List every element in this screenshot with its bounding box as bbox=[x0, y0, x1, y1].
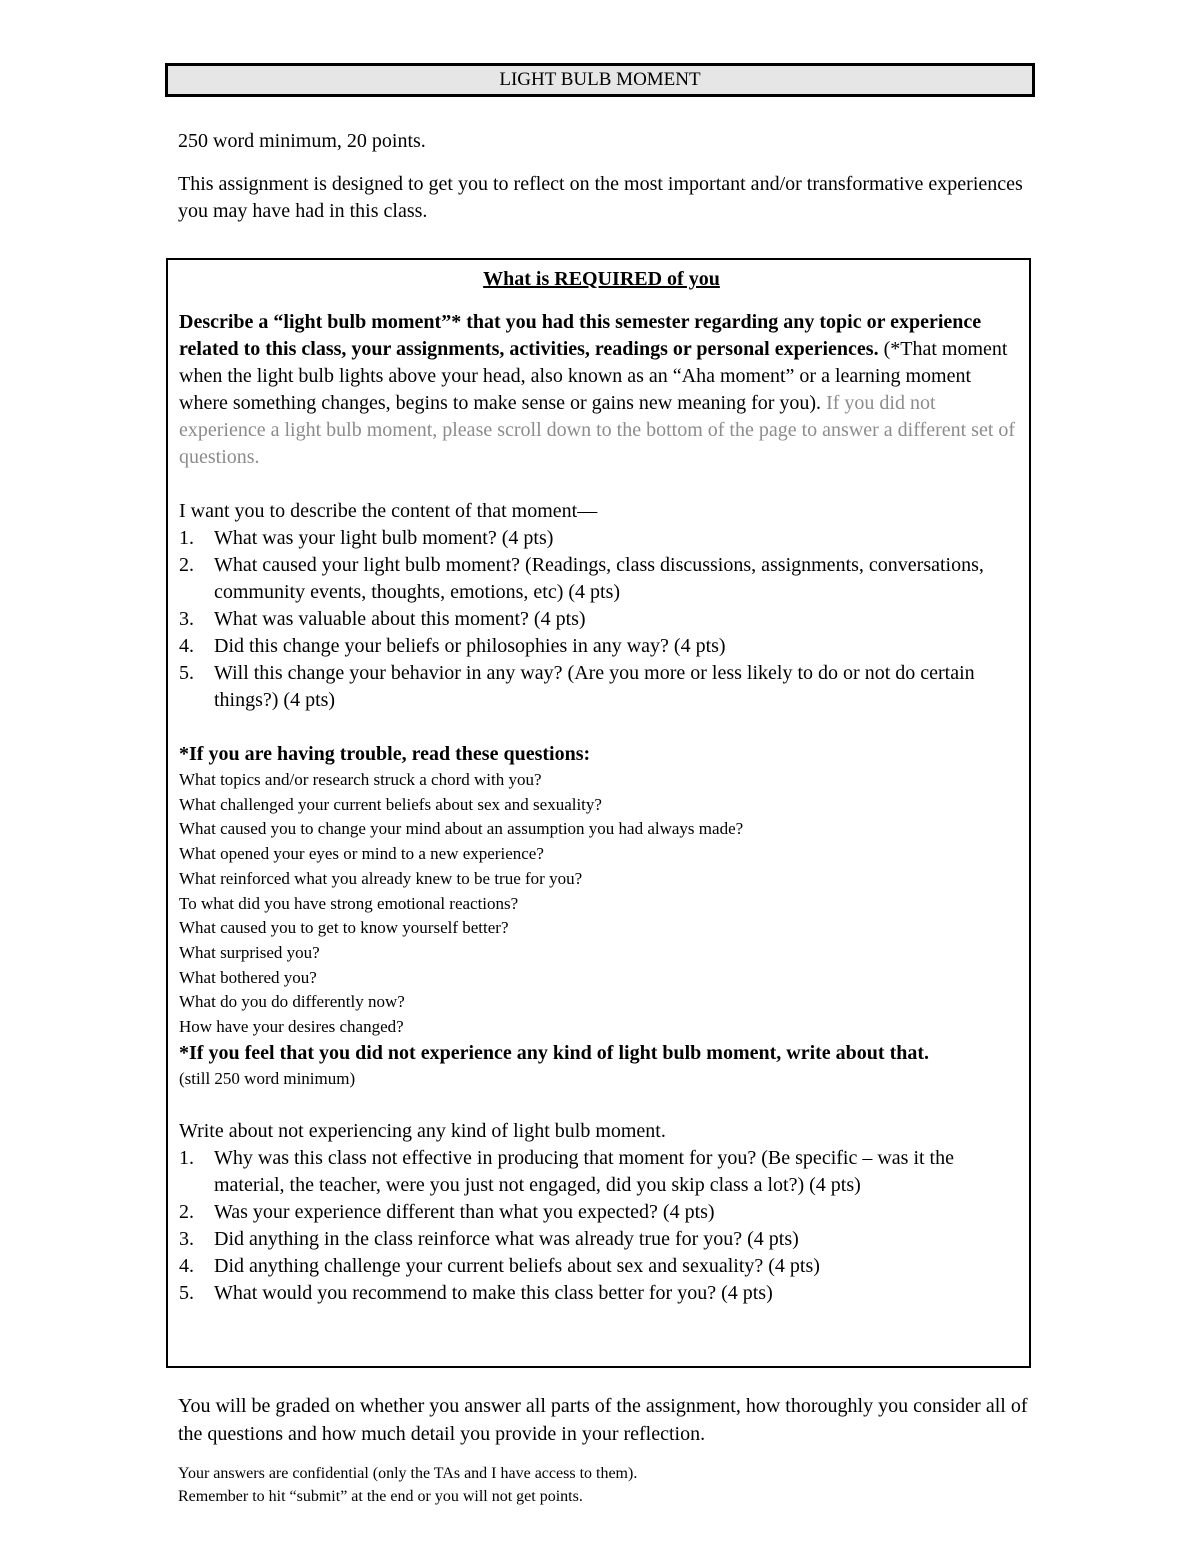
submit-reminder: Remember to hit “submit” at the end or you will not get points. bbox=[178, 1488, 583, 1505]
list-item: 1. Why was this class not effective in producing that moment for you? (Be specific – was it the material, the teacher, were you just not engaged, did you skip class a lot?) (4 pts) bbox=[179, 1146, 954, 1196]
list-item: What surprised you? bbox=[179, 942, 320, 962]
list-item: What opened your eyes or mind to a new experience? bbox=[179, 844, 544, 864]
list-item: 2. Was your experience different than what you expected? (4 pts) bbox=[179, 1200, 715, 1223]
no-moment-questions-list bbox=[179, 1145, 1024, 1307]
list-item: What caused you to change your mind about an assumption you had always made? bbox=[179, 819, 744, 839]
list-item: What reinforced what you already knew to be true for you? bbox=[179, 868, 583, 888]
assignment-purpose: This assignment is designed to get you to reflect on the most important and/or transformative experiences you may have had in this class. bbox=[178, 173, 1023, 222]
list-item: 3. What was valuable about this moment? (4 pts) bbox=[179, 608, 586, 630]
list-item: What challenged your current beliefs about sex and sexuality? bbox=[179, 794, 602, 814]
no-moment-intro: Write about not experiencing any kind of light bulb moment. bbox=[179, 1119, 666, 1142]
describe-alternative-note: If you did not experience a light bulb moment, please scroll down to the bottom of the page to answer a different set of questions. bbox=[179, 392, 1016, 468]
list-item: 5. Will this change your behavior in any way? (Are you more or less likely to do or not do certain things?) (4 pts) bbox=[179, 662, 975, 711]
describe-bold: Describe a “light bulb moment”* that you had this semester regarding any topic or experience related to this class, your assignments, activities, readings or personal experiences. bbox=[179, 311, 982, 360]
footer-notes bbox=[178, 1462, 1028, 1508]
no-moment-heading: *If you feel that you did not experience any kind of light bulb moment, write about that. bbox=[179, 1041, 930, 1064]
list-item: 3. Did anything in the class reinforce what was already true for you? (4 pts) bbox=[179, 1227, 799, 1250]
word-requirement: 250 word minimum, 20 points. bbox=[178, 130, 426, 152]
list-item: To what did you have strong emotional reactions? bbox=[179, 893, 519, 913]
list-item: 5. What would you recommend to make this class better for you? (4 pts) bbox=[179, 1281, 773, 1304]
list-item: How have your desires changed? bbox=[179, 1017, 404, 1037]
requirements-box bbox=[166, 258, 1031, 1368]
list-item: What bothered you? bbox=[179, 967, 317, 987]
confidentiality-note: Your answers are confidential (only the TAs and I have access to them). bbox=[178, 1465, 638, 1482]
list-item: 2. What caused your light bulb moment? (Readings, class discussions, assignments, conversations, community events, thoughts, emotions, etc) (4 pts) bbox=[179, 554, 984, 603]
trouble-questions-list bbox=[179, 768, 1024, 1040]
list-item: 1. What was your light bulb moment? (4 pts) bbox=[179, 527, 554, 549]
document-title: LIGHT BULB MOMENT bbox=[165, 63, 1035, 97]
moment-questions-list bbox=[179, 525, 1024, 714]
list-item: What topics and/or research struck a chord with you? bbox=[179, 770, 542, 789]
list-item: 4. Did anything challenge your current beliefs about sex and sexuality? (4 pts) bbox=[179, 1254, 820, 1277]
requirements-heading: What is REQUIRED of you bbox=[483, 268, 720, 290]
no-moment-note: (still 250 word minimum) bbox=[179, 1068, 356, 1088]
grading-criteria bbox=[178, 1392, 1028, 1448]
grading-text: You will be graded on whether you answer all parts of the assignment, how thoroughly you consider all of the questions and how much detail you provide in your reflection. bbox=[178, 1395, 1028, 1445]
trouble-heading: *If you are having trouble, read these questions: bbox=[179, 743, 591, 765]
list-item: What do you do differently now? bbox=[179, 992, 405, 1012]
intro-section bbox=[178, 128, 1028, 225]
list-item: 4. Did this change your beliefs or philosophies in any way? (4 pts) bbox=[179, 635, 726, 657]
list-item: What caused you to get to know yourself better? bbox=[179, 918, 509, 938]
content-intro: I want you to describe the content of that moment— bbox=[179, 500, 598, 522]
describe-explanation: (*That moment when the light bulb lights above your head, also known as an “Aha moment” or a learning moment where something changes, begins to make sense or gains new meaning for you). bbox=[179, 338, 1008, 414]
describe-paragraph bbox=[179, 309, 1024, 471]
